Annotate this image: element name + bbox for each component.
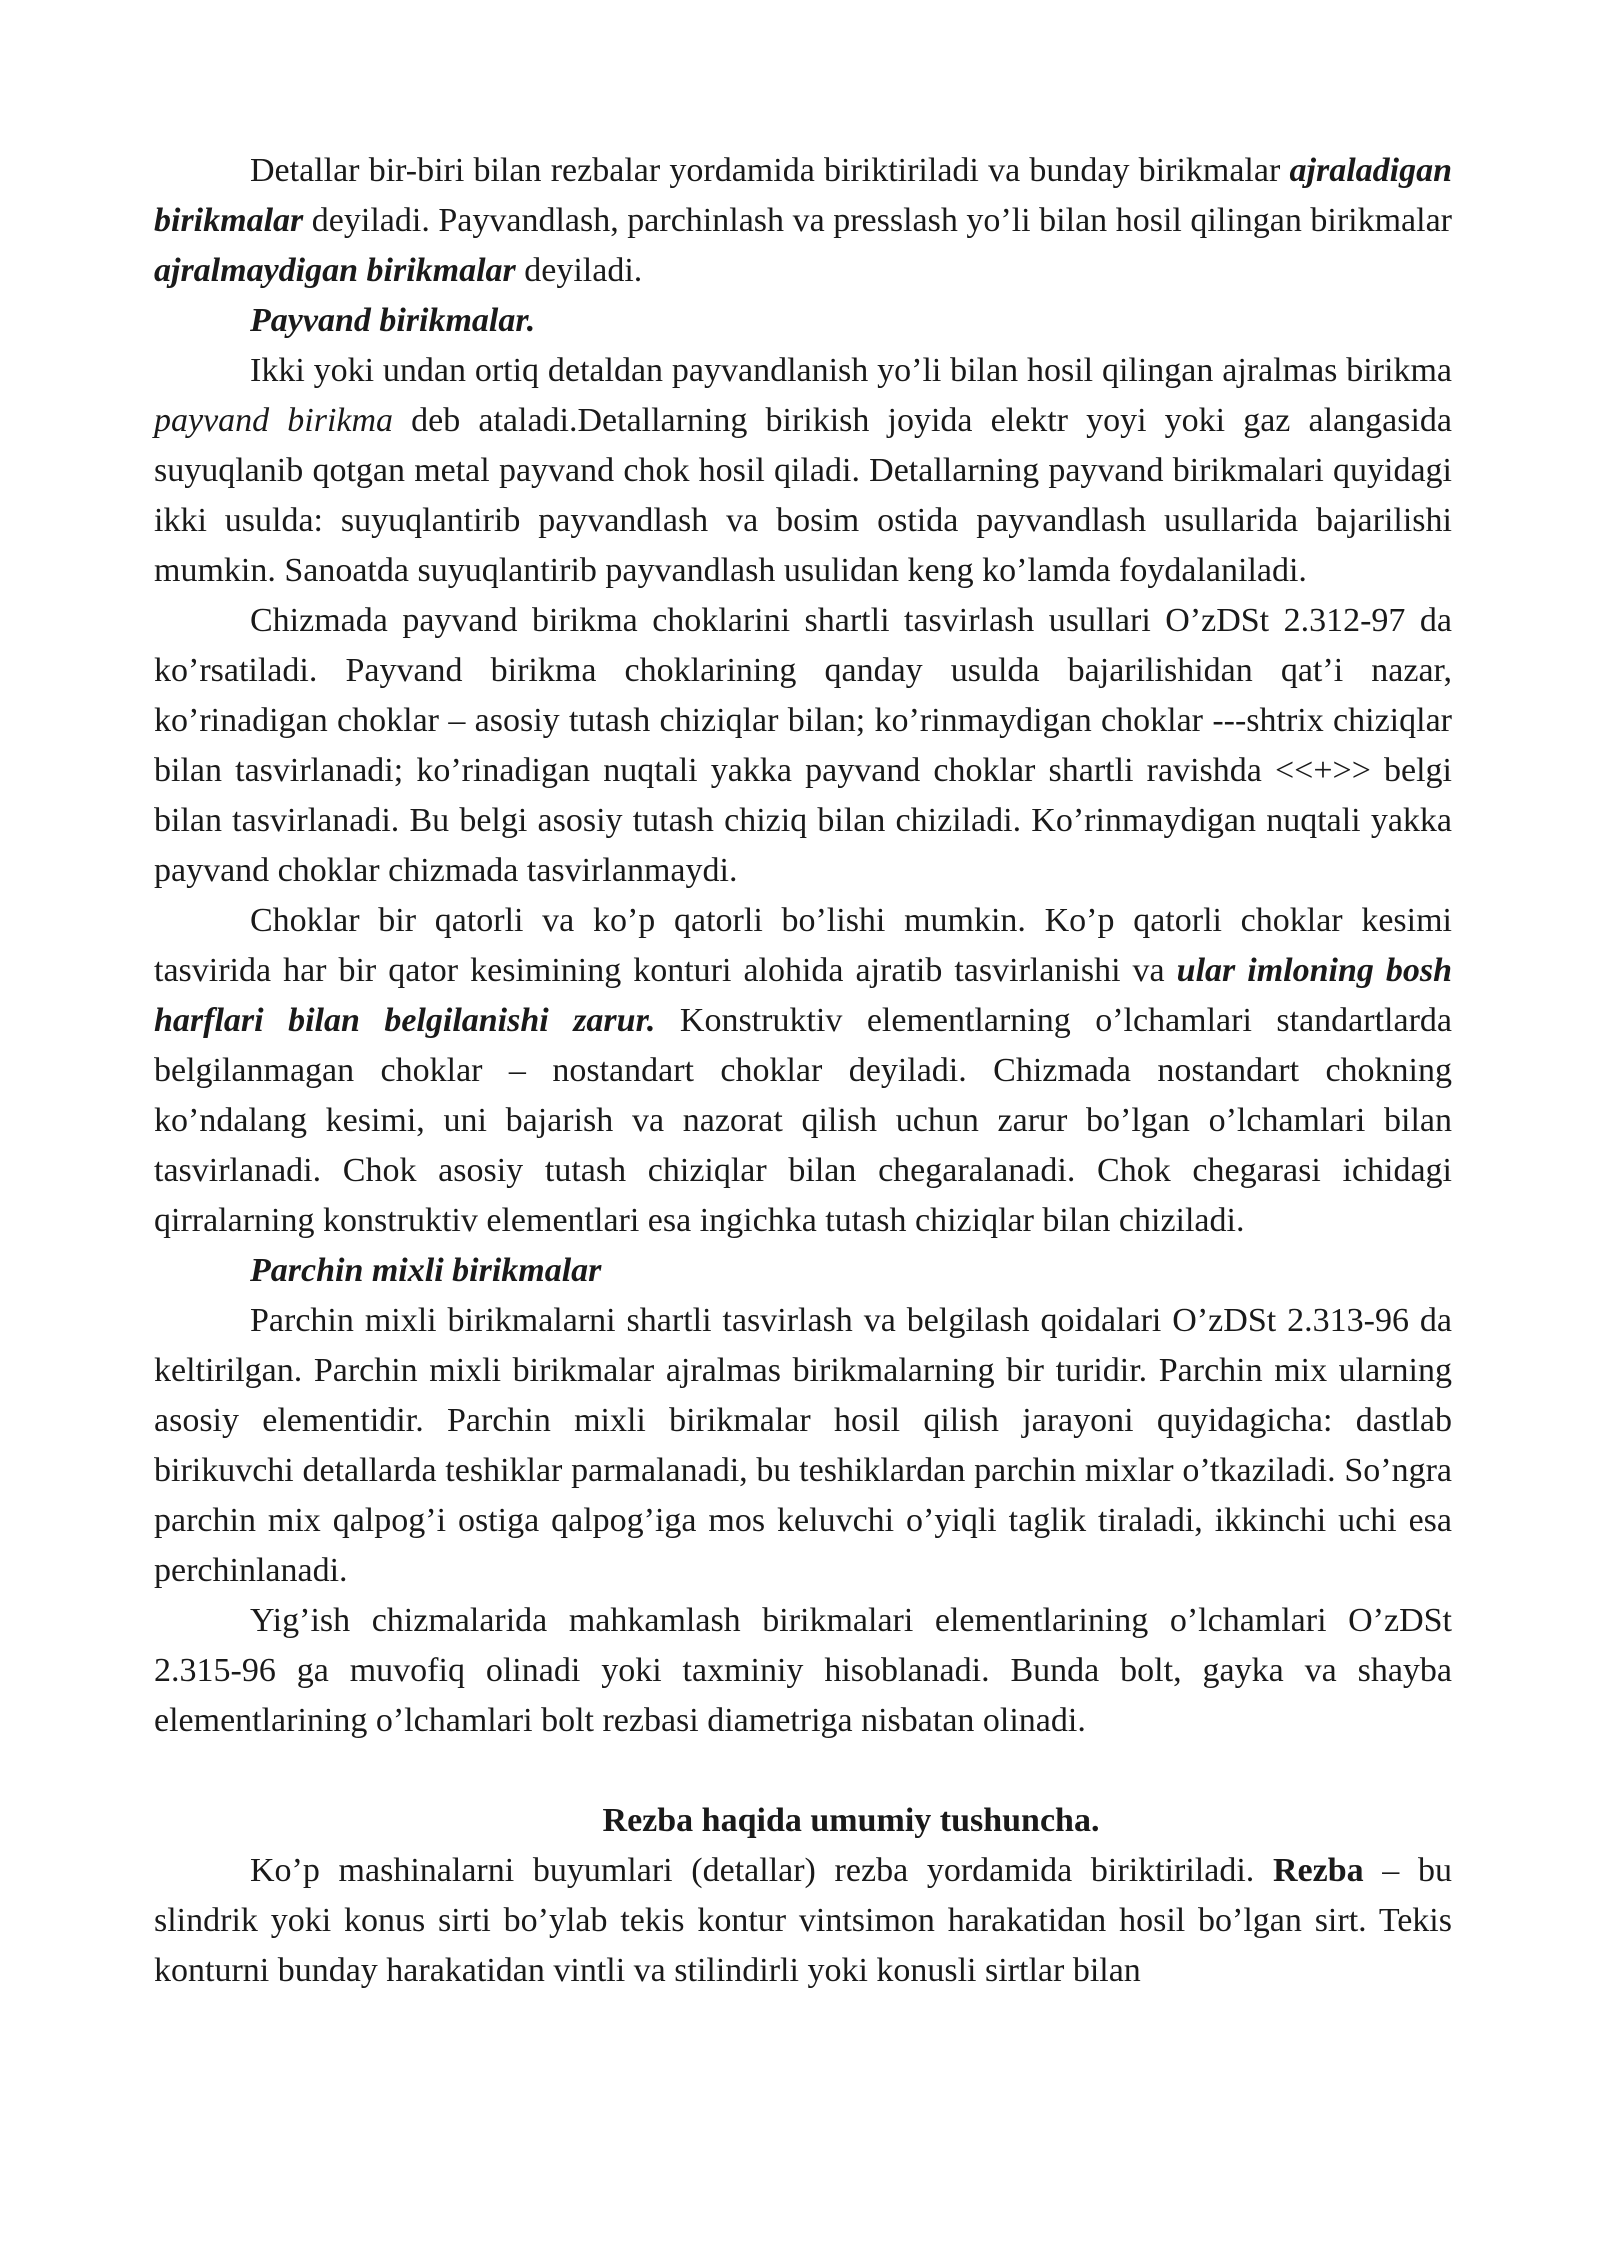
term-welded-joint: payvand birikma (154, 402, 394, 439)
text-run: Choklar bir qatorli va ko’p qatorli bo’lishi mumkin. Ko’p qatorli choklar kesimi tasvirida har bir qator kesimining konturi alohida ajratib tasvirlanishi va (154, 902, 1452, 989)
text-run: Detallar bir-biri bilan rezbalar yordamida biriktiriladi va bunday birikmalar (250, 152, 1290, 189)
text-run: Ko’p mashinalarni buyumlari (detallar) rezba yordamida biriktiriladi. (250, 1852, 1273, 1889)
term-thread: Rezba (1272, 1852, 1364, 1889)
paragraph-fastener-dimensions: Yig’ish chizmalarida mahkamlash birikmalari elementlarining o’lchamlari O’zDSt 2.315-96 ga muvofiq olinadi yoki taxminiy hisoblanadi. Bunda bolt, gayka va shayba elementlarining o’lchamlari bolt rezbasi diametriga nisbatan olinadi. (154, 1602, 1452, 1739)
heading-rivet-joints: Parchin mixli birikmalar (250, 1252, 602, 1289)
paragraph-thread-definition (154, 1846, 1452, 1996)
text-run: Konstruktiv elementlarning o’lchamlari standartlarda belgilanmagan choklar – nostandart choklar deyiladi. Chizmada nostandart chokning ko’ndalang kesimi, uni bajarish va nazorat qilish uchun zarur bo’lgan o’lchamlari bilan tasvirlanadi. Chok asosiy tutash chiziqlar bilan chegaralanadi. Chok chegarasi ichidagi qirralarning konstruktiv elementlari esa ingichka tutash chiziqlar bilan chiziladi. (154, 1002, 1452, 1239)
text-run: deyiladi. Payvandlash, parchinlash va presslash yo’li bilan hosil qilingan birikmalar (303, 202, 1452, 239)
paragraph-separable-joints (154, 146, 1452, 296)
paragraph-rivet-joints: Parchin mixli birikmalarni shartli tasvirlash va belgilash qoidalari O’zDSt 2.313-96 da keltirilgan. Parchin mixli birikmalar ajralmas birikmalarning bir turidir. Parchin mix ularning asosiy elementidir. Parchin mixli birikmalar hosil qilish jarayoni quyidagicha: dastlab birikuvchi detallarda teshiklar parmalanadi, bu teshiklardan parchin mixlar o’tkaziladi. So’ngra parchin mix qalpog’i ostiga qalpog’iga mos keluvchi o’yiqli taglik tiraladi, ikkinchi uchi esa perchinlanadi. (154, 1302, 1452, 1589)
paragraph-welded-definition (154, 346, 1452, 596)
heading-welded-joints: Payvand birikmalar. (250, 302, 536, 339)
paragraph-multi-row-welds (154, 896, 1452, 1246)
emphasis-capital-letters: ular imloning bosh harflari bilan belgilanishi zarur. (154, 952, 1452, 1039)
term-inseparable-joints: ajralmaydigan birikmalar (154, 252, 516, 289)
document-page (154, 146, 1452, 1996)
paragraph-weld-drawing-rules: Chizmada payvand birikma choklarini shartli tasvirlash usullari O’zDSt 2.312-97 da ko’rsatiladi. Payvand birikma choklarining qanday usulda bajarilishidan qat’i nazar, ko’rinadigan choklar – asosiy tutash chiziqlar bilan; ko’rinmaydigan choklar ---shtrix chiziqlar bilan tasvirlanadi; ko’rinadigan nuqtali yakka payvand choklar shartli ravishda <<+>> belgi bilan tasvirlanadi. Bu belgi asosiy tutash chiziq bilan chiziladi. Ko’rinmaydigan nuqtali yakka payvand choklar chizmada tasvirlanmaydi. (154, 602, 1452, 889)
text-run: Ikki yoki undan ortiq detaldan payvandlanish yo’li bilan hosil qilingan ajralmas birikma (250, 352, 1452, 389)
text-run: deyiladi. (515, 252, 643, 289)
text-run: – bu slindrik yoki konus sirti bo’ylab tekis kontur vintsimon harakatidan hosil bo’lgan sirt. Tekis konturni bunday harakatidan vintli va stilindirli yoki konusli sirtlar bilan (154, 1852, 1452, 1989)
term-separable-joints: ajraladigan birikmalar (154, 152, 1452, 239)
section-title-thread: Rezba haqida umumiy tushuncha. (602, 1802, 1100, 1839)
text-run: deb ataladi.Detallarning birikish joyida elektr yoyi yoki gaz alangasida suyuqlanib qotgan metal payvand chok hosil qiladi. Detallarning payvand birikmalari quyidagi ikki usulda: suyuqlantirib payvandlash va bosim ostida payvandlash usullarida bajarilishi mumkin. Sanoatda suyuqlantirib payvandlash usulidan keng ko’lamda foydalaniladi. (154, 402, 1452, 589)
